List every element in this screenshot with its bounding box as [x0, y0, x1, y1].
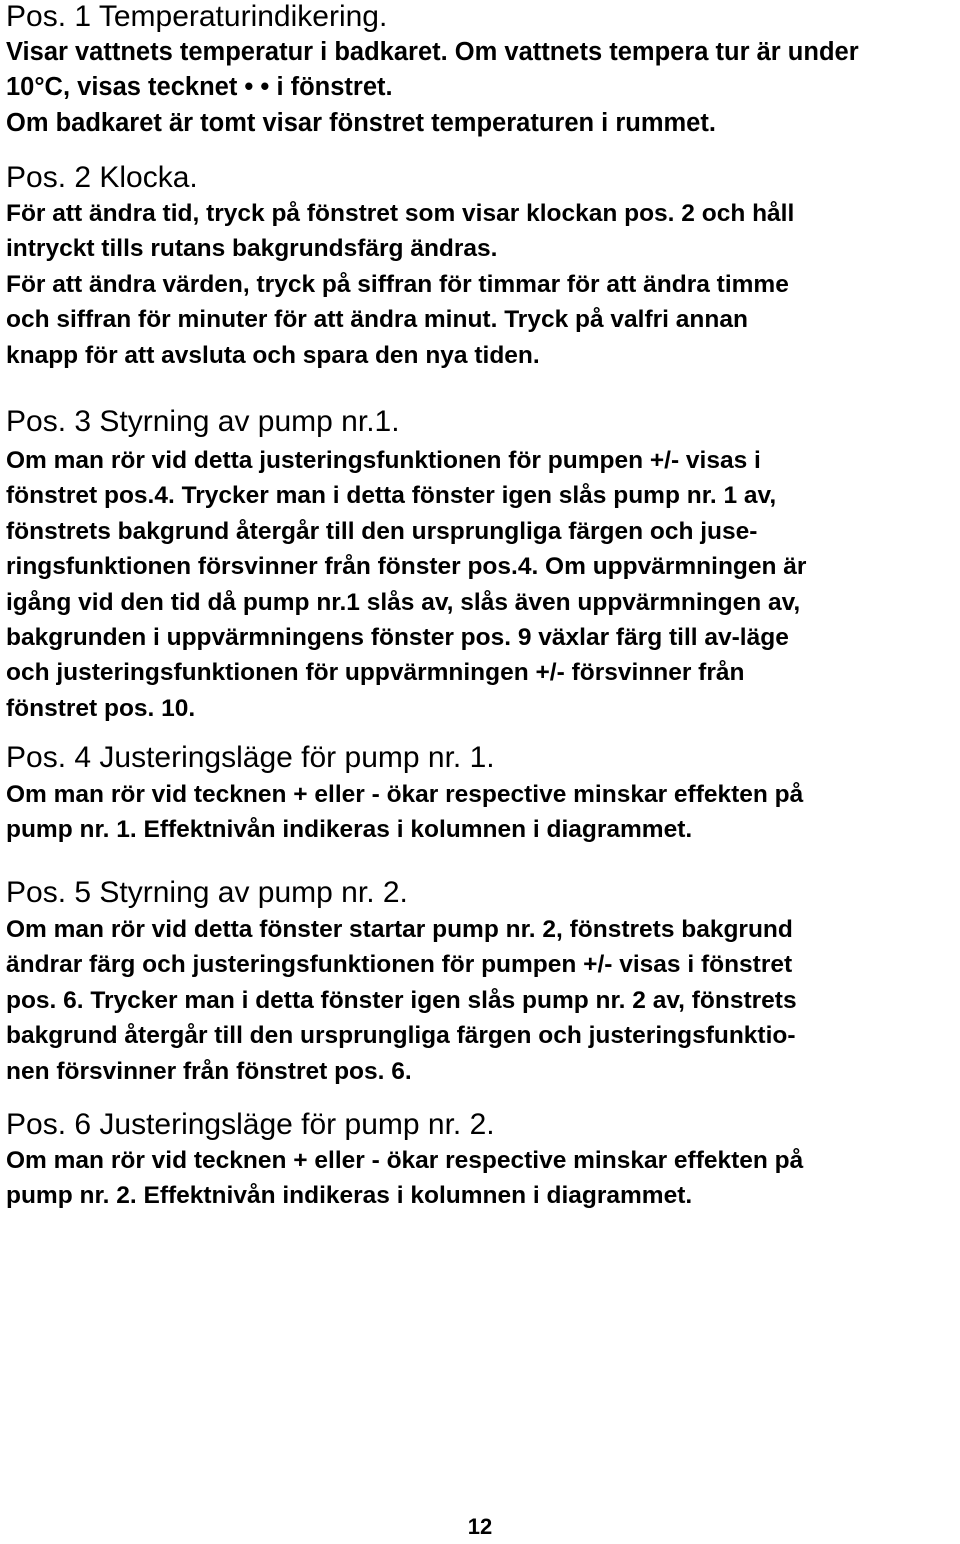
body-line: igång vid den tid då pump nr.1 slås av, slås även uppvärmningen av,: [6, 588, 801, 616]
body-line: och siffran för minuter för att ändra minut. Tryck på valfri annan: [6, 306, 748, 334]
body-line: pump nr. 2. Effektnivån indikeras i kolumnen i diagrammet.: [6, 1182, 693, 1210]
body-line: För att ändra tid, tryck på fönstret som visar klockan pos. 2 och håll: [6, 200, 795, 227]
section-pump2-adjust: [6, 1107, 803, 1214]
section-body: [6, 443, 806, 726]
body-line: pump nr. 1. Effektnivån indikeras i kolumnen i diagrammet.: [6, 816, 693, 844]
page-number: 12: [467, 1514, 493, 1539]
body-line: Om man rör vid tecknen + eller - ökar respective minskar effekten på: [6, 781, 804, 808]
body-line: För att ändra värden, tryck på siffran för timmar för att ändra timme: [6, 270, 789, 298]
body-line: nen försvinner från fönstret pos. 6.: [6, 1057, 412, 1085]
section-heading: Pos. 1 Temperaturindikering.: [6, 0, 388, 33]
body-line: Visar vattnets temperatur i badkaret. Om vattnets tempera tur är under: [6, 38, 859, 66]
section-pump2-control: [6, 875, 797, 1089]
body-line: bakgrund återgår till den ursprungliga färgen och justeringsfunktio-: [6, 1022, 796, 1050]
body-line: Om man rör vid detta justeringsfunktionen för pumpen +/- visas i: [6, 447, 761, 474]
section-clock: [6, 160, 794, 373]
section-heading: Pos. 5 Styrning av pump nr. 2.: [6, 876, 408, 909]
section-body: [6, 777, 803, 848]
body-line: och justeringsfunktionen för uppvärmningen +/- försvinner från: [6, 659, 745, 687]
section-body: [6, 912, 797, 1089]
section-heading: Pos. 3 Styrning av pump nr.1.: [6, 405, 400, 438]
section-heading: Pos. 2 Klocka.: [6, 161, 198, 194]
body-line: fönstrets bakgrund återgår till den ursprungliga färgen och juse-: [6, 517, 758, 545]
section-body: [6, 35, 859, 141]
section-heading: Pos. 4 Justeringsläge för pump nr. 1.: [6, 741, 495, 774]
body-line: 10°C, visas tecknet • • i fönstret.: [6, 73, 393, 102]
body-line: ändrar färg och justeringsfunktionen för pumpen +/- visas i fönstret: [6, 951, 793, 979]
section-temperature: [6, 0, 859, 141]
section-pump1-control: [6, 404, 806, 726]
body-line: fönstret pos. 10.: [6, 694, 196, 722]
body-line: knapp för att avsluta och spara den nya tiden.: [6, 341, 540, 369]
body-line: Om man rör vid detta fönster startar pump nr. 2, fönstrets bakgrund: [6, 916, 793, 943]
body-line: ringsfunktionen försvinner från fönster pos.4. Om uppvärmningen är: [6, 553, 807, 581]
body-line: pos. 6. Trycker man i detta fönster igen slås pump nr. 2 av, fönstrets: [6, 986, 797, 1014]
section-body: [6, 196, 794, 373]
body-line: intryckt tills rutans bakgrundsfärg ändras.: [6, 235, 498, 263]
section-body: [6, 1143, 803, 1214]
section-pump1-adjust: [6, 740, 803, 848]
body-line: Om man rör vid tecknen + eller - ökar respective minskar effekten på: [6, 1147, 804, 1174]
body-line: fönstret pos.4. Trycker man i detta fönster igen slås pump nr. 1 av,: [6, 482, 777, 510]
section-heading: Pos. 6 Justeringsläge för pump nr. 2.: [6, 1108, 495, 1141]
body-line: bakgrunden i uppvärmningens fönster pos. 9 växlar färg till av-läge: [6, 624, 789, 652]
body-line: Om badkaret är tomt visar fönstret temperaturen i rummet.: [6, 108, 716, 137]
